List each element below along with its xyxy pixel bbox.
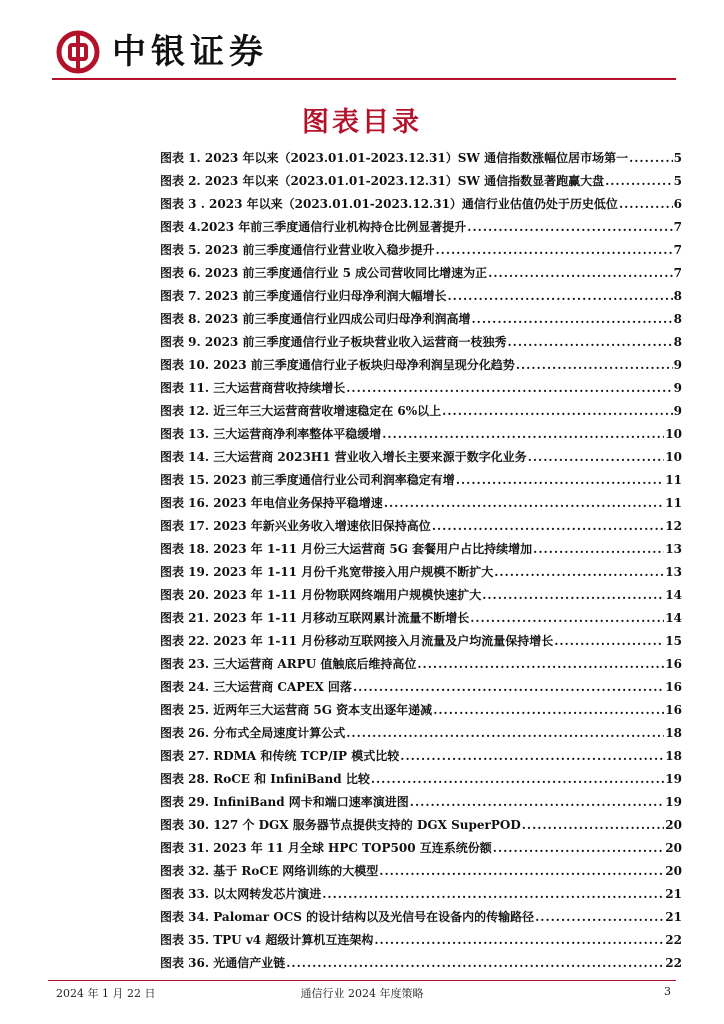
toc-entry[interactable] <box>160 906 682 929</box>
toc-entry[interactable] <box>160 929 682 952</box>
dot-leader <box>379 860 664 883</box>
dot-leader <box>516 354 673 377</box>
toc-entry-page: 7 <box>673 266 682 280</box>
dot-leader <box>433 699 664 722</box>
footer-divider <box>48 980 676 981</box>
toc-entry-label: 图表 22. 2023 年 1-11 月份移动互联网接入月流量及户均流量保持增长 <box>160 634 554 648</box>
toc-entry[interactable] <box>160 147 682 170</box>
toc-entry[interactable] <box>160 791 682 814</box>
toc-entry[interactable] <box>160 308 682 331</box>
toc-entry-page: 14 <box>665 611 682 625</box>
toc-entry-page: 8 <box>673 289 682 303</box>
dot-leader <box>535 906 664 929</box>
toc-entry-label: 图表 27. RDMA 和传统 TCP/IP 模式比较 <box>160 749 400 763</box>
toc-entry-page: 21 <box>665 887 682 901</box>
toc-entry[interactable] <box>160 814 682 837</box>
toc-entry[interactable] <box>160 331 682 354</box>
toc-entry-page: 16 <box>665 657 682 671</box>
toc-entry[interactable] <box>160 262 682 285</box>
toc-entry-page: 7 <box>673 243 682 257</box>
toc-entry-label: 图表 31. 2023 年 11 月全球 HPC TOP500 互连系统份额 <box>160 841 492 855</box>
toc-entry-label: 图表 4.2023 年前三季度通信行业机构持仓比例显著提升 <box>160 220 467 234</box>
toc-entry-label: 图表 13. 三大运营商净利率整体平稳缓增 <box>160 427 382 441</box>
toc-entry[interactable] <box>160 745 682 768</box>
toc-entry[interactable] <box>160 768 682 791</box>
dot-leader <box>432 515 664 538</box>
toc-entry-page: 9 <box>673 381 682 395</box>
dot-leader <box>447 285 672 308</box>
toc-entry-page: 12 <box>665 519 682 533</box>
toc-entry[interactable] <box>160 538 682 561</box>
dot-leader <box>410 791 665 814</box>
dot-leader <box>374 929 664 952</box>
dot-leader <box>456 469 664 492</box>
toc-entry-label: 图表 11. 三大运营商营收持续增长 <box>160 381 346 395</box>
toc-entry[interactable] <box>160 699 682 722</box>
toc-entry-page: 5 <box>673 151 682 165</box>
toc-entry[interactable] <box>160 193 682 216</box>
toc-entry-label: 图表 26. 分布式全局速度计算公式 <box>160 726 346 740</box>
toc-entry-page: 20 <box>665 841 682 855</box>
dot-leader <box>353 676 664 699</box>
toc-entry-page: 22 <box>665 933 682 947</box>
toc-entry-page: 20 <box>665 864 682 878</box>
toc-entry-label: 图表 15. 2023 前三季度通信行业公司利润率稳定有增 <box>160 473 455 487</box>
toc-entry[interactable] <box>160 239 682 262</box>
dot-leader <box>435 239 672 262</box>
toc-entry-label: 图表 7. 2023 前三季度通信行业归母净利润大幅增长 <box>160 289 447 303</box>
dot-leader <box>554 630 664 653</box>
toc-entry[interactable] <box>160 837 682 860</box>
dot-leader <box>346 722 664 745</box>
table-of-figures <box>160 147 682 975</box>
toc-entry-page: 8 <box>673 312 682 326</box>
toc-entry-page: 16 <box>665 680 682 694</box>
toc-entry-label: 图表 29. InfiniBand 网卡和端口速率演进图 <box>160 795 409 809</box>
toc-entry-page: 15 <box>665 634 682 648</box>
dot-leader <box>605 170 673 193</box>
toc-entry-label: 图表 24. 三大运营商 CAPEX 回落 <box>160 680 352 694</box>
toc-entry-page: 9 <box>673 404 682 418</box>
toc-entry-page: 11 <box>665 496 682 510</box>
footer-page-number: 3 <box>664 985 671 998</box>
dot-leader <box>371 768 664 791</box>
toc-entry-page: 13 <box>665 542 682 556</box>
toc-entry-page: 21 <box>665 910 682 924</box>
toc-entry-page: 10 <box>665 450 682 464</box>
toc-entry-label: 图表 17. 2023 年新兴业务收入增速依旧保持高位 <box>160 519 431 533</box>
toc-entry-page: 10 <box>665 427 682 441</box>
toc-entry-label: 图表 12. 近三年三大运营商营收增速稳定在 6%以上 <box>160 404 442 418</box>
toc-entry[interactable] <box>160 860 682 883</box>
dot-leader <box>522 814 665 837</box>
dot-leader <box>384 492 664 515</box>
dot-leader <box>471 308 672 331</box>
toc-entry-label: 图表 20. 2023 年 1-11 月份物联网终端用户规模快速扩大 <box>160 588 482 602</box>
dot-leader <box>467 216 672 239</box>
toc-entry-page: 19 <box>665 772 682 786</box>
toc-entry[interactable] <box>160 607 682 630</box>
toc-entry-page: 8 <box>673 335 682 349</box>
toc-entry-page: 14 <box>665 588 682 602</box>
toc-entry-label: 图表 14. 三大运营商 2023H1 营业收入增长主要来源于数字化业务 <box>160 450 527 464</box>
toc-entry-label: 图表 10. 2023 前三季度通信行业子板块归母净利润呈现分化趋势 <box>160 358 515 372</box>
toc-entry-label: 图表 30. 127 个 DGX 服务器节点提供支持的 DGX SuperPOD <box>160 818 521 832</box>
toc-entry-label: 图表 5. 2023 前三季度通信行业营业收入稳步提升 <box>160 243 435 257</box>
toc-entry-label: 图表 19. 2023 年 1-11 月份千兆宽带接入用户规模不断扩大 <box>160 565 494 579</box>
dot-leader <box>493 837 665 860</box>
toc-entry[interactable] <box>160 515 682 538</box>
toc-entry[interactable] <box>160 423 682 446</box>
toc-entry-label: 图表 36. 光通信产业链 <box>160 956 286 970</box>
toc-entry[interactable] <box>160 653 682 676</box>
toc-entry-page: 9 <box>673 358 682 372</box>
toc-entry[interactable] <box>160 584 682 607</box>
dot-leader <box>507 331 672 354</box>
toc-entry-label: 图表 32. 基于 RoCE 网络训练的大模型 <box>160 864 379 878</box>
toc-entry-label: 图表 33. 以太网转发芯片演进 <box>160 887 322 901</box>
toc-entry-page: 18 <box>665 726 682 740</box>
toc-entry-label: 图表 23. 三大运营商 ARPU 值触底后维持高位 <box>160 657 417 671</box>
toc-entry-label: 图表 35. TPU v4 超级计算机互连架构 <box>160 933 374 947</box>
toc-entry-label: 图表 6. 2023 前三季度通信行业 5 成公司营收同比增速为正 <box>160 266 488 280</box>
toc-entry-page: 11 <box>665 473 682 487</box>
toc-entry[interactable] <box>160 676 682 699</box>
footer-report-title: 通信行业 2024 年度策略 <box>300 987 424 1000</box>
toc-entry-page: 18 <box>665 749 682 763</box>
dot-leader <box>322 883 664 906</box>
toc-entry[interactable] <box>160 561 682 584</box>
dot-leader <box>442 400 672 423</box>
toc-entry[interactable] <box>160 377 682 400</box>
toc-entry-page: 6 <box>673 197 682 211</box>
toc-entry-label: 图表 9. 2023 前三季度通信行业子板块营业收入运营商一枝独秀 <box>160 335 507 349</box>
dot-leader <box>482 584 664 607</box>
toc-entry[interactable] <box>160 630 682 653</box>
toc-entry-page: 5 <box>673 174 682 188</box>
page-title: 图表目录 <box>302 107 422 138</box>
toc-entry-label: 图表 8. 2023 前三季度通信行业四成公司归母净利润高增 <box>160 312 471 326</box>
toc-entry[interactable] <box>160 446 682 469</box>
toc-entry-label: 图表 25. 近两年三大运营商 5G 资本支出逐年递减 <box>160 703 433 717</box>
toc-entry[interactable] <box>160 952 682 975</box>
toc-entry[interactable] <box>160 216 682 239</box>
toc-entry-label: 图表 16. 2023 年电信业务保持平稳增速 <box>160 496 383 510</box>
toc-entry[interactable] <box>160 400 682 423</box>
toc-entry-page: 20 <box>665 818 682 832</box>
toc-entry-label: 图表 2. 2023 年以来（2023.01.01-2023.12.31）SW 通信指数显著跑赢大盘 <box>160 174 605 188</box>
dot-leader <box>470 607 664 630</box>
toc-entry-label: 图表 34. Palomar OCS 的设计结构以及光信号在设备内的传输路径 <box>160 910 535 924</box>
toc-entry[interactable] <box>160 492 682 515</box>
toc-entry-page: 16 <box>665 703 682 717</box>
dot-leader <box>629 147 673 170</box>
dot-leader <box>494 561 664 584</box>
toc-entry-label: 图表 28. RoCE 和 InfiniBand 比较 <box>160 772 370 786</box>
toc-entry[interactable] <box>160 883 682 906</box>
toc-entry[interactable] <box>160 285 682 308</box>
toc-entry-page: 13 <box>665 565 682 579</box>
brand-name: 中银证券 <box>112 32 268 72</box>
toc-entry-label: 图表 21. 2023 年 1-11 月移动互联网累计流量不断增长 <box>160 611 470 625</box>
toc-entry[interactable] <box>160 469 682 492</box>
toc-entry[interactable] <box>160 722 682 745</box>
dot-leader <box>619 193 673 216</box>
toc-entry-page: 7 <box>673 220 682 234</box>
toc-entry-page: 19 <box>665 795 682 809</box>
toc-entry-label: 图表 3 . 2023 年以来（2023.01.01-2023.12.31）通信行业估值仍处于历史低位 <box>160 197 618 211</box>
header-divider <box>52 78 676 80</box>
toc-entry-page: 22 <box>665 956 682 970</box>
toc-entry-label: 图表 18. 2023 年 1-11 月份三大运营商 5G 套餐用户占比持续增加 <box>160 542 533 556</box>
bank-of-china-logo-icon <box>56 30 100 74</box>
dot-leader <box>488 262 672 285</box>
dot-leader <box>528 446 665 469</box>
dot-leader <box>382 423 664 446</box>
toc-entry[interactable] <box>160 170 682 193</box>
toc-entry-label: 图表 1. 2023 年以来（2023.01.01-2023.12.31）SW 通信指数涨幅位居市场第一 <box>160 151 629 165</box>
dot-leader <box>286 952 664 975</box>
toc-entry[interactable] <box>160 354 682 377</box>
dot-leader <box>346 377 672 400</box>
dot-leader <box>400 745 664 768</box>
footer-date: 2024 年 1 月 22 日 <box>56 987 156 1000</box>
dot-leader <box>533 538 664 561</box>
page-header <box>48 20 676 78</box>
dot-leader <box>417 653 664 676</box>
